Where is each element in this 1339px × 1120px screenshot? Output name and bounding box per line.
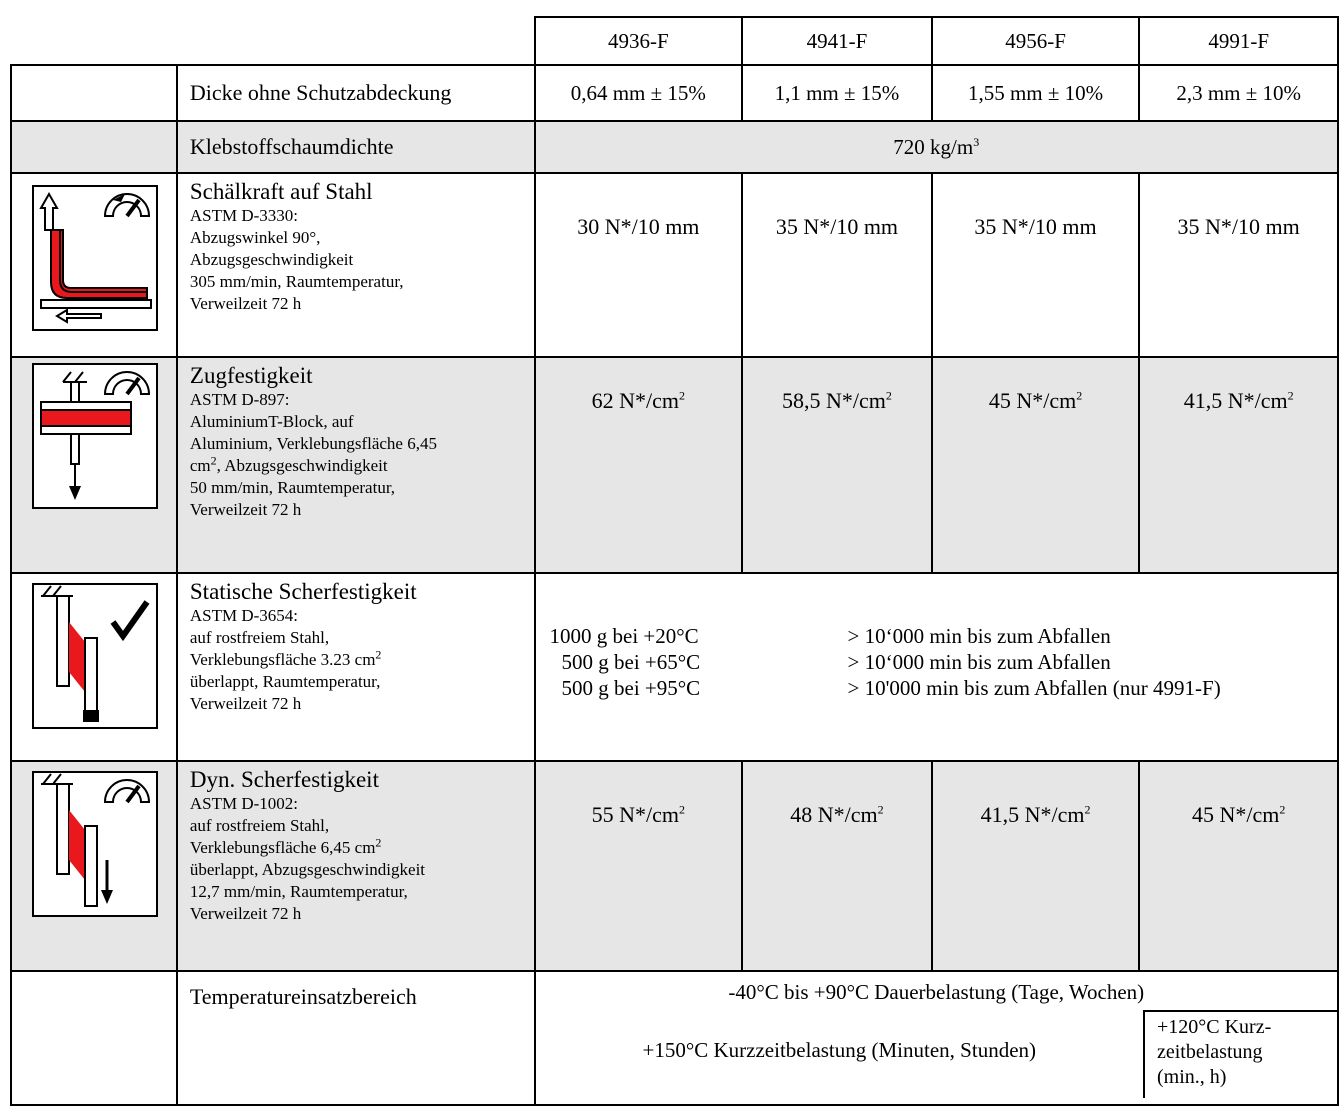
result-value: > 10‘000 min bis zum Abfallen	[847, 624, 1111, 648]
temp-continuous: -40°C bis +90°C Dauerbelastung (Tage, Wochen)	[728, 980, 1145, 1004]
col-header-4936: 4936-F	[535, 17, 743, 65]
value-cell: 35 N*/10 mm	[932, 173, 1140, 357]
col-header-4956: 4956-F	[932, 17, 1140, 65]
load-value: 1000 g bei +20°C	[549, 624, 699, 648]
value-cell: 41,5 $N*/cm^2$	[932, 761, 1140, 971]
load-value: 500 g bei +65°C	[561, 650, 701, 674]
value-cell: 35 N*/10 mm	[742, 173, 932, 357]
value-cell: 45 $N*/cm^2$	[932, 357, 1140, 573]
row-zugfestigkeit	[11, 357, 1338, 573]
peel-test-icon	[27, 184, 161, 334]
dynamic-shear-icon	[27, 770, 161, 920]
row-statische-scherfestigkeit	[11, 573, 1338, 761]
value-cell: 41,5 $N*/cm^2$	[1139, 357, 1338, 573]
value-cell: 720 $kg/m^3$	[535, 121, 1338, 173]
tensile-test-icon	[27, 362, 161, 512]
row-dichte	[11, 121, 1338, 173]
value-cell: 0,64 mm ± 15%	[535, 65, 743, 121]
result-value: > 10‘000 min bis zum Abfallen	[847, 650, 1111, 674]
row-dyn-scherfestigkeit	[11, 761, 1338, 971]
row-dicke	[11, 65, 1338, 121]
value-cell: 1,55 mm ± 10%	[932, 65, 1140, 121]
col-header-4991: 4991-F	[1139, 17, 1338, 65]
value-cell: 62 $N*/cm^2$	[535, 357, 743, 573]
row-label: Schälkraft auf Stahl ASTM D-3330: Abzugswinkel 90°, Abzugsgeschwindigkeit 305 mm/min, Raumtemperatur, Verweilzeit 72 h	[177, 173, 535, 357]
row-label: Klebstoffschaumdichte	[177, 121, 535, 173]
result-value: > 10'000 min bis zum Abfallen (nur 4991-F)	[847, 676, 1221, 700]
value-cell: 35 N*/10 mm	[1139, 173, 1338, 357]
row-label: Zugfestigkeit ASTM D-897: AluminiumT-Block, auf Aluminium, Verklebungsfläche 6,45 $cm^2$, Abzugsgeschwindigkeit 50 mm/min, Raumtemperatur, Verweilzeit 72 h	[177, 357, 535, 573]
row-label: Dyn. Scherfestigkeit ASTM D-1002: auf rostfreiem Stahl, Verklebungsfläche 6,45 $cm^2$ überlappt, Abzugsgeschwindigkeit 12,7 mm/min, Raumtemperatur, Verweilzeit 72 h	[177, 761, 535, 971]
row-label: Statische Scherfestigkeit ASTM D-3654: auf rostfreiem Stahl, Verklebungsfläche 3.23 $cm^2$ überlappt, Raumtemperatur, Verweilzeit 72 h	[177, 573, 535, 761]
value-cell: 55 $N*/cm^2$	[535, 761, 743, 971]
col-header-4941: 4941-F	[742, 17, 932, 65]
value-cell: 48 $N*/cm^2$	[742, 761, 932, 971]
static-shear-values	[535, 573, 1338, 761]
row-label: Temperatureinsatzbereich	[177, 971, 535, 1105]
header-row	[11, 17, 1338, 65]
temp-short-term-120: +120°C Kurz- zeitbelastung (min., h)	[1143, 1010, 1337, 1098]
temp-short-term-150: +150°C Kurzzeitbelastung (Minuten, Stunden)	[642, 1038, 1037, 1062]
value-cell: 1,1 mm ± 15%	[742, 65, 932, 121]
row-label: Dicke ohne Schutzabdeckung	[177, 65, 535, 121]
row-schaelkraft	[11, 173, 1338, 357]
value-cell: 58,5 $N*/cm^2$	[742, 357, 932, 573]
load-value: 500 g bei +95°C	[561, 676, 701, 700]
static-shear-icon	[27, 582, 161, 732]
spec-table	[10, 16, 1339, 1106]
value-cell: 30 N*/10 mm	[535, 173, 743, 357]
row-temperatureinsatzbereich	[11, 971, 1338, 1105]
value-cell: 2,3 mm ± 10%	[1139, 65, 1338, 121]
temperature-values	[535, 971, 1338, 1105]
value-cell: 45 $N*/cm^2$	[1139, 761, 1338, 971]
